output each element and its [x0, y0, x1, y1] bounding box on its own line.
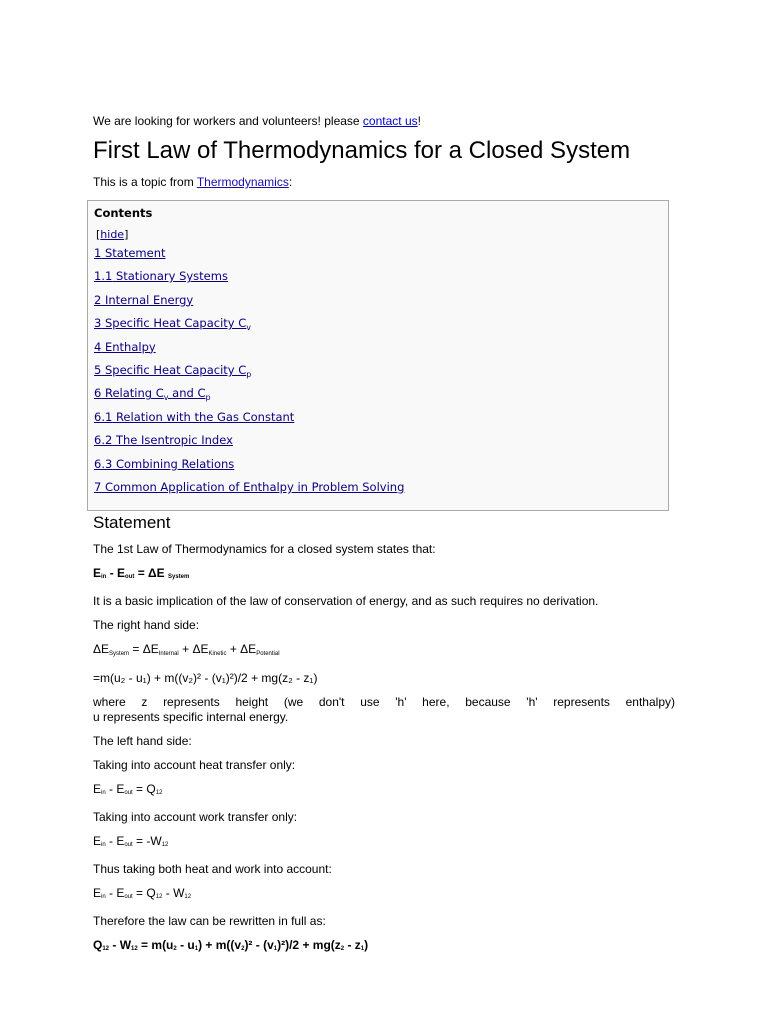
- statement-intro: The 1st Law of Thermodynamics for a closed system states that:: [93, 542, 436, 556]
- equation-rhs-expanded: =m(u₂ - u₁) + m((v₂)² - (v₁)²)/2 + mg(z₂ - z₁): [93, 671, 318, 685]
- work-only-text: Taking into account work transfer only:: [93, 810, 298, 824]
- statement-section: [93, 512, 675, 966]
- toc-item[interactable]: 7 Common Application of Enthalpy in Problem Solving: [94, 479, 405, 494]
- topic-line: This is a topic from Thermodynamics:: [93, 175, 293, 189]
- both-text: Thus taking both heat and work into account:: [93, 862, 332, 876]
- toc-item[interactable]: 1.1 Stationary Systems: [94, 269, 228, 284]
- toc-item[interactable]: 5 Specific Heat Capacity $C_p$: [94, 362, 252, 379]
- equation-full-law: Q12 - W12 = m(u2 - u1) + m((v2)² - (v1)²)/2 + mg(z2 - z1): [93, 938, 369, 952]
- equation-energy-balance: Ein - Eout = ΔE System: [93, 566, 190, 580]
- equation-rhs-terms: ΔESystem = ΔEInternal + ΔEKinetic + ΔEPotential: [93, 642, 280, 657]
- page-content: [93, 113, 675, 194]
- table-of-contents: [87, 200, 669, 511]
- equation-both: Ein - Eout = Q12 - W12: [93, 886, 192, 900]
- contact-us-link[interactable]: contact us: [362, 114, 418, 128]
- toc-item[interactable]: 4 Enthalpy: [94, 339, 156, 354]
- notice-banner: We are looking for workers and volunteers! please contact us!: [93, 114, 421, 128]
- toc-list: [94, 246, 662, 503]
- toc-hide-toggle: [hide]: [96, 228, 129, 241]
- toc-item[interactable]: 1 Statement: [94, 246, 166, 260]
- toc-item[interactable]: 6.1 Relation with the Gas Constant: [94, 409, 295, 424]
- equation-work: Ein - Eout = -W12: [93, 834, 169, 848]
- statement-heading: Statement: [93, 513, 171, 532]
- implication-text: It is a basic implication of the law of conservation of energy, and as such requires no derivation.: [93, 594, 599, 608]
- rewritten-text: Therefore the law can be rewritten in full as:: [93, 914, 326, 928]
- where-text: where z represents height (we don't use 'h' here, because 'h' represents enthalpy) u represents specific internal energy.: [93, 695, 675, 724]
- toc-item[interactable]: 6 Relating $C_v$ and $C_p$: [94, 386, 211, 403]
- toc-item[interactable]: 3 Specific Heat Capacity $C_v$: [94, 316, 252, 333]
- equation-heat: Ein - Eout = Q12: [93, 782, 163, 796]
- toc-item[interactable]: 2 Internal Energy: [94, 292, 194, 307]
- lhs-label: The left hand side:: [93, 734, 192, 748]
- thermodynamics-link[interactable]: Thermodynamics: [196, 175, 289, 189]
- heat-only-text: Taking into account heat transfer only:: [93, 758, 296, 772]
- toc-item[interactable]: 6.2 The Isentropic Index: [94, 433, 233, 448]
- rhs-label: The right hand side:: [93, 618, 200, 632]
- toc-title: Contents: [94, 206, 153, 220]
- toc-item[interactable]: 6.3 Combining Relations: [94, 456, 235, 471]
- page-title: First Law of Thermodynamics for a Closed System: [93, 137, 631, 164]
- toc-hide-link[interactable]: hide: [100, 228, 125, 241]
